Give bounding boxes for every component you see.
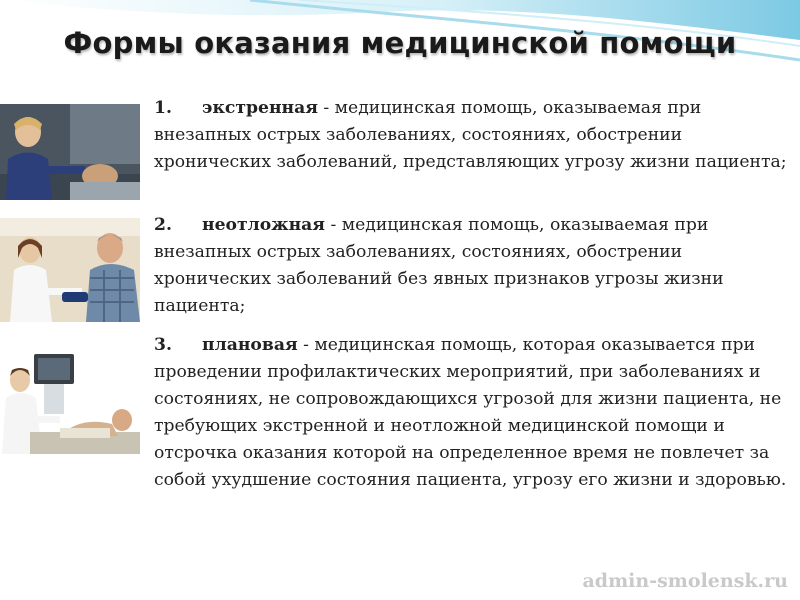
list-item-emergency — [154, 95, 794, 176]
item-number: 2. — [154, 215, 172, 235]
watermark: admin-smolensk.ru — [582, 570, 788, 592]
item-description: - медицинская помощь, оказываемая при внезапных острых заболеваниях, состояниях, обострении хронических заболеваний без явных признаков угрозы жизни пациента; — [154, 215, 724, 316]
blood-pressure-photo — [0, 218, 140, 322]
item-number: 1. — [154, 98, 172, 118]
slide-title: Формы оказания медицинской помощи — [63, 26, 737, 60]
list-item-urgent — [154, 212, 794, 320]
list-item-planned — [154, 332, 794, 494]
item-description: - медицинская помощь, оказываемая при внезапных острых заболеваниях, состояниях, обострении хронических заболеваний, представляющих угрозу жизни пациента; — [154, 98, 787, 172]
item-term: неотложная — [202, 215, 325, 235]
item-number: 3. — [154, 335, 172, 355]
ultrasound-photo — [0, 336, 140, 454]
ambulance-photo — [0, 104, 140, 200]
item-description: - медицинская помощь, которая оказывается при проведении профилактических мероприятий, при заболеваниях и состояниях, не сопровождающихся угрозой для жизни пациента, не требующих экстренной и неотложной медицинской помощи и отсрочка оказания которой на определенное время не повлечет за собой ухудшение состояния пациента, угрозу его жизни и здоровью. — [154, 335, 787, 490]
item-term: плановая — [202, 335, 298, 355]
item-term: экстренная — [202, 98, 318, 118]
